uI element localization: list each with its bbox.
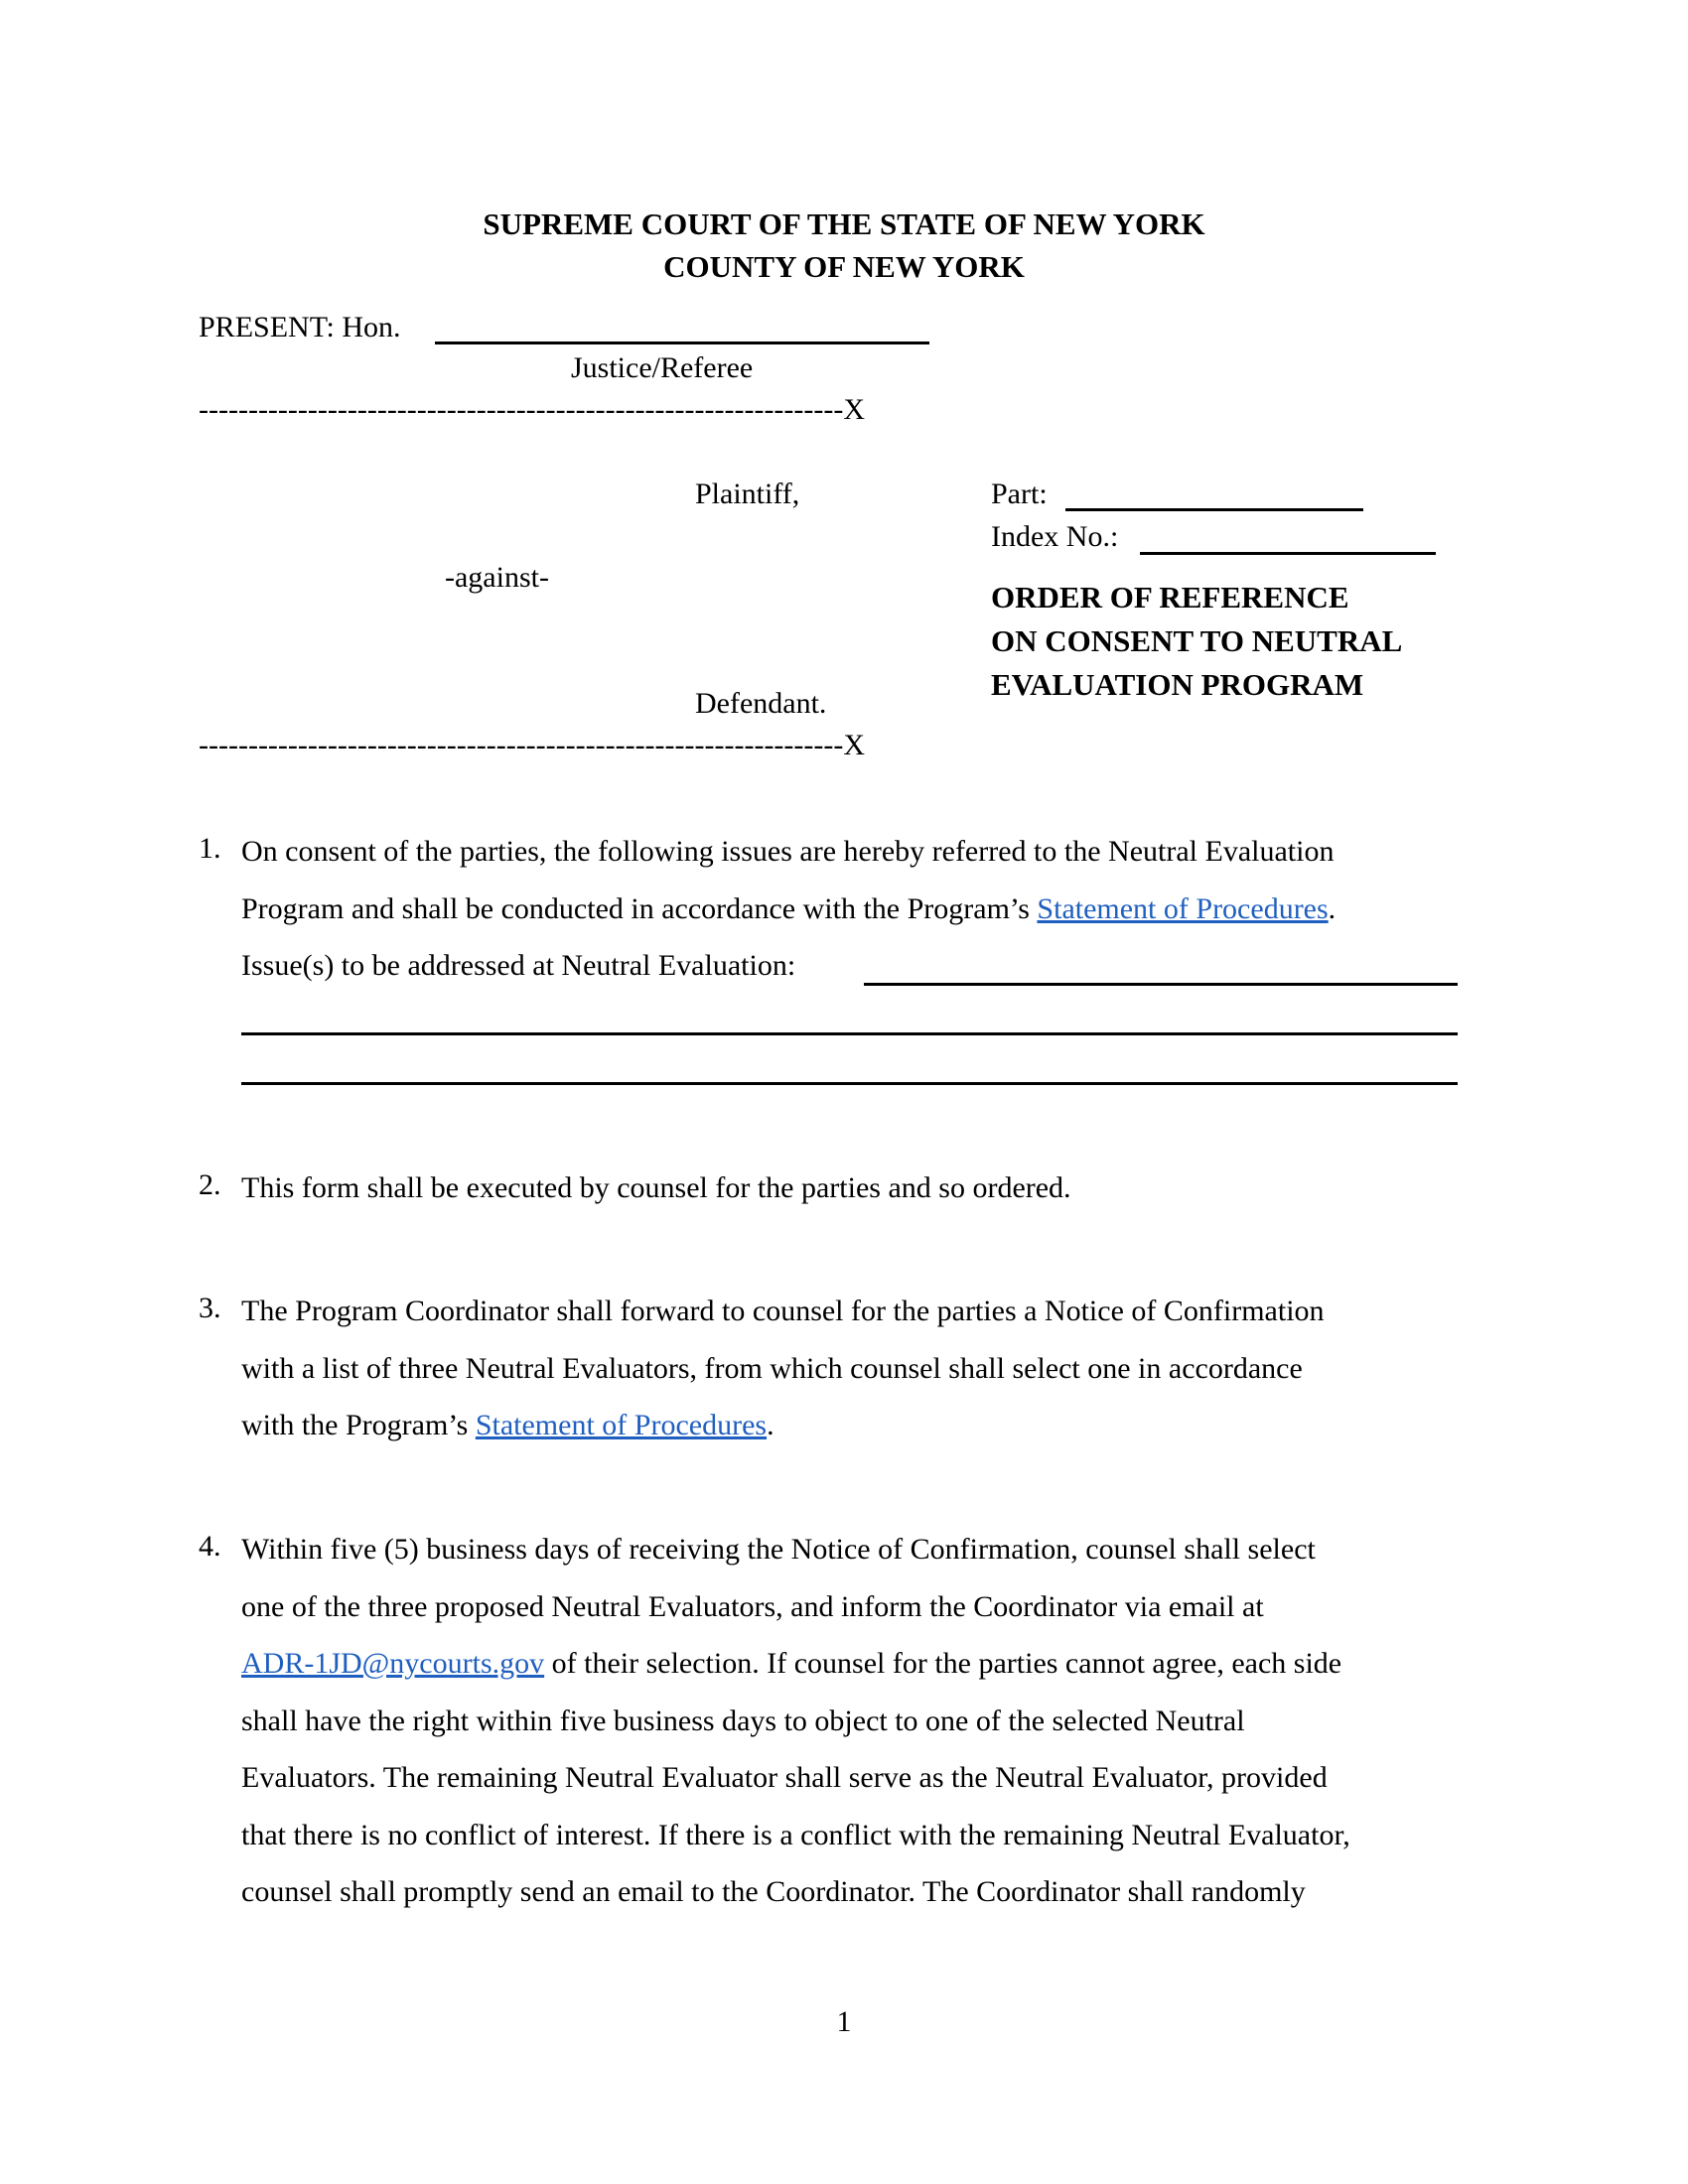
paragraph-1-period: .	[1328, 891, 1336, 925]
issues-label: Issue(s) to be addressed at Neutral Evaluation:	[241, 949, 796, 982]
paragraph-1-number: 1.	[199, 832, 221, 865]
present-label: PRESENT: Hon.	[199, 311, 401, 343]
order-title-line-3: EVALUATION PROGRAM	[991, 667, 1364, 702]
paragraph-2-number: 2.	[199, 1168, 221, 1201]
part-label: Part:	[991, 478, 1048, 510]
order-title	[991, 576, 1402, 707]
paragraph-2	[241, 1160, 1473, 1217]
paragraph-1-line-2	[241, 881, 1473, 938]
coordinator-email-link[interactable]: ADR-1JD@nycourts.gov	[241, 1647, 545, 1680]
part-line[interactable]	[1065, 508, 1363, 511]
paragraph-4	[241, 1521, 1473, 1921]
paragraph-2-text: This form shall be executed by counsel for the parties and so ordered.	[241, 1171, 1071, 1204]
plaintiff-label: Plaintiff,	[695, 478, 800, 510]
order-title-line-2: ON CONSENT TO NEUTRAL	[991, 623, 1403, 658]
paragraph-3-line-3	[241, 1397, 1473, 1454]
defendant-label: Defendant.	[695, 687, 827, 720]
statement-of-procedures-link-2[interactable]: Statement of Procedures	[475, 1409, 768, 1441]
statement-of-procedures-link[interactable]: Statement of Procedures	[1037, 891, 1329, 925]
paragraph-4-line-7: counsel shall promptly send an email to the Coordinator. The Coordinator shall randomly	[241, 1875, 1306, 1908]
court-title: SUPREME COURT OF THE STATE OF NEW YORK	[483, 206, 1205, 241]
paragraph-3	[241, 1283, 1473, 1454]
index-label: Index No.:	[991, 520, 1119, 553]
paragraph-3-text: with the Program’s	[241, 1409, 476, 1441]
paragraph-4-line-5: Evaluators. The remaining Neutral Evaluator shall serve as the Neutral Evaluator, provided	[241, 1761, 1328, 1794]
page-number: 1	[836, 2005, 852, 2038]
paragraph-4-line-1: Within five (5) business days of receiving the Notice of Confirmation, counsel shall select	[241, 1533, 1316, 1566]
index-number-line[interactable]	[1140, 552, 1436, 555]
paragraph-1	[241, 823, 1473, 995]
caption-divider-top: -----------------------------------------------------------------X	[199, 393, 866, 426]
justice-name-line[interactable]	[435, 341, 929, 344]
paragraph-3-line-2: with a list of three Neutral Evaluators, from which counsel shall select one in accordance	[241, 1351, 1303, 1385]
justice-label: Justice/Referee	[571, 351, 754, 384]
paragraph-4-line-6: that there is no conflict of interest. If there is a conflict with the remaining Neutral Evaluator,	[241, 1818, 1350, 1851]
issues-line-2[interactable]	[241, 1032, 1458, 1035]
paragraph-4-line-3	[241, 1635, 1473, 1693]
paragraph-4-line-4: shall have the right within five business days to object to one of the selected Neutral	[241, 1704, 1245, 1737]
paragraph-4-line-2: one of the three proposed Neutral Evaluators, and inform the Coordinator via email at	[241, 1589, 1264, 1623]
paragraph-3-period: .	[767, 1409, 774, 1441]
paragraph-3-line-1: The Program Coordinator shall forward to counsel for the parties a Notice of Confirmation	[241, 1295, 1325, 1327]
paragraph-4-number: 4.	[199, 1530, 221, 1563]
issues-line-3[interactable]	[241, 1082, 1458, 1085]
paragraph-3-number: 3.	[199, 1292, 221, 1324]
caption-divider-bottom: -----------------------------------------------------------------X	[199, 729, 866, 761]
paragraph-1-text: Program and shall be conducted in accordance with the Program’s	[241, 891, 1038, 925]
paragraph-1-line-1: On consent of the parties, the following issues are hereby referred to the Neutral Evaluation	[241, 835, 1335, 868]
paragraph-4-text: of their selection. If counsel for the parties cannot agree, each side	[544, 1647, 1342, 1680]
county-title: COUNTY OF NEW YORK	[663, 249, 1025, 284]
issues-line-1[interactable]	[864, 983, 1458, 986]
order-title-line-1: ORDER OF REFERENCE	[991, 580, 1349, 614]
against-label: -against-	[445, 561, 549, 594]
